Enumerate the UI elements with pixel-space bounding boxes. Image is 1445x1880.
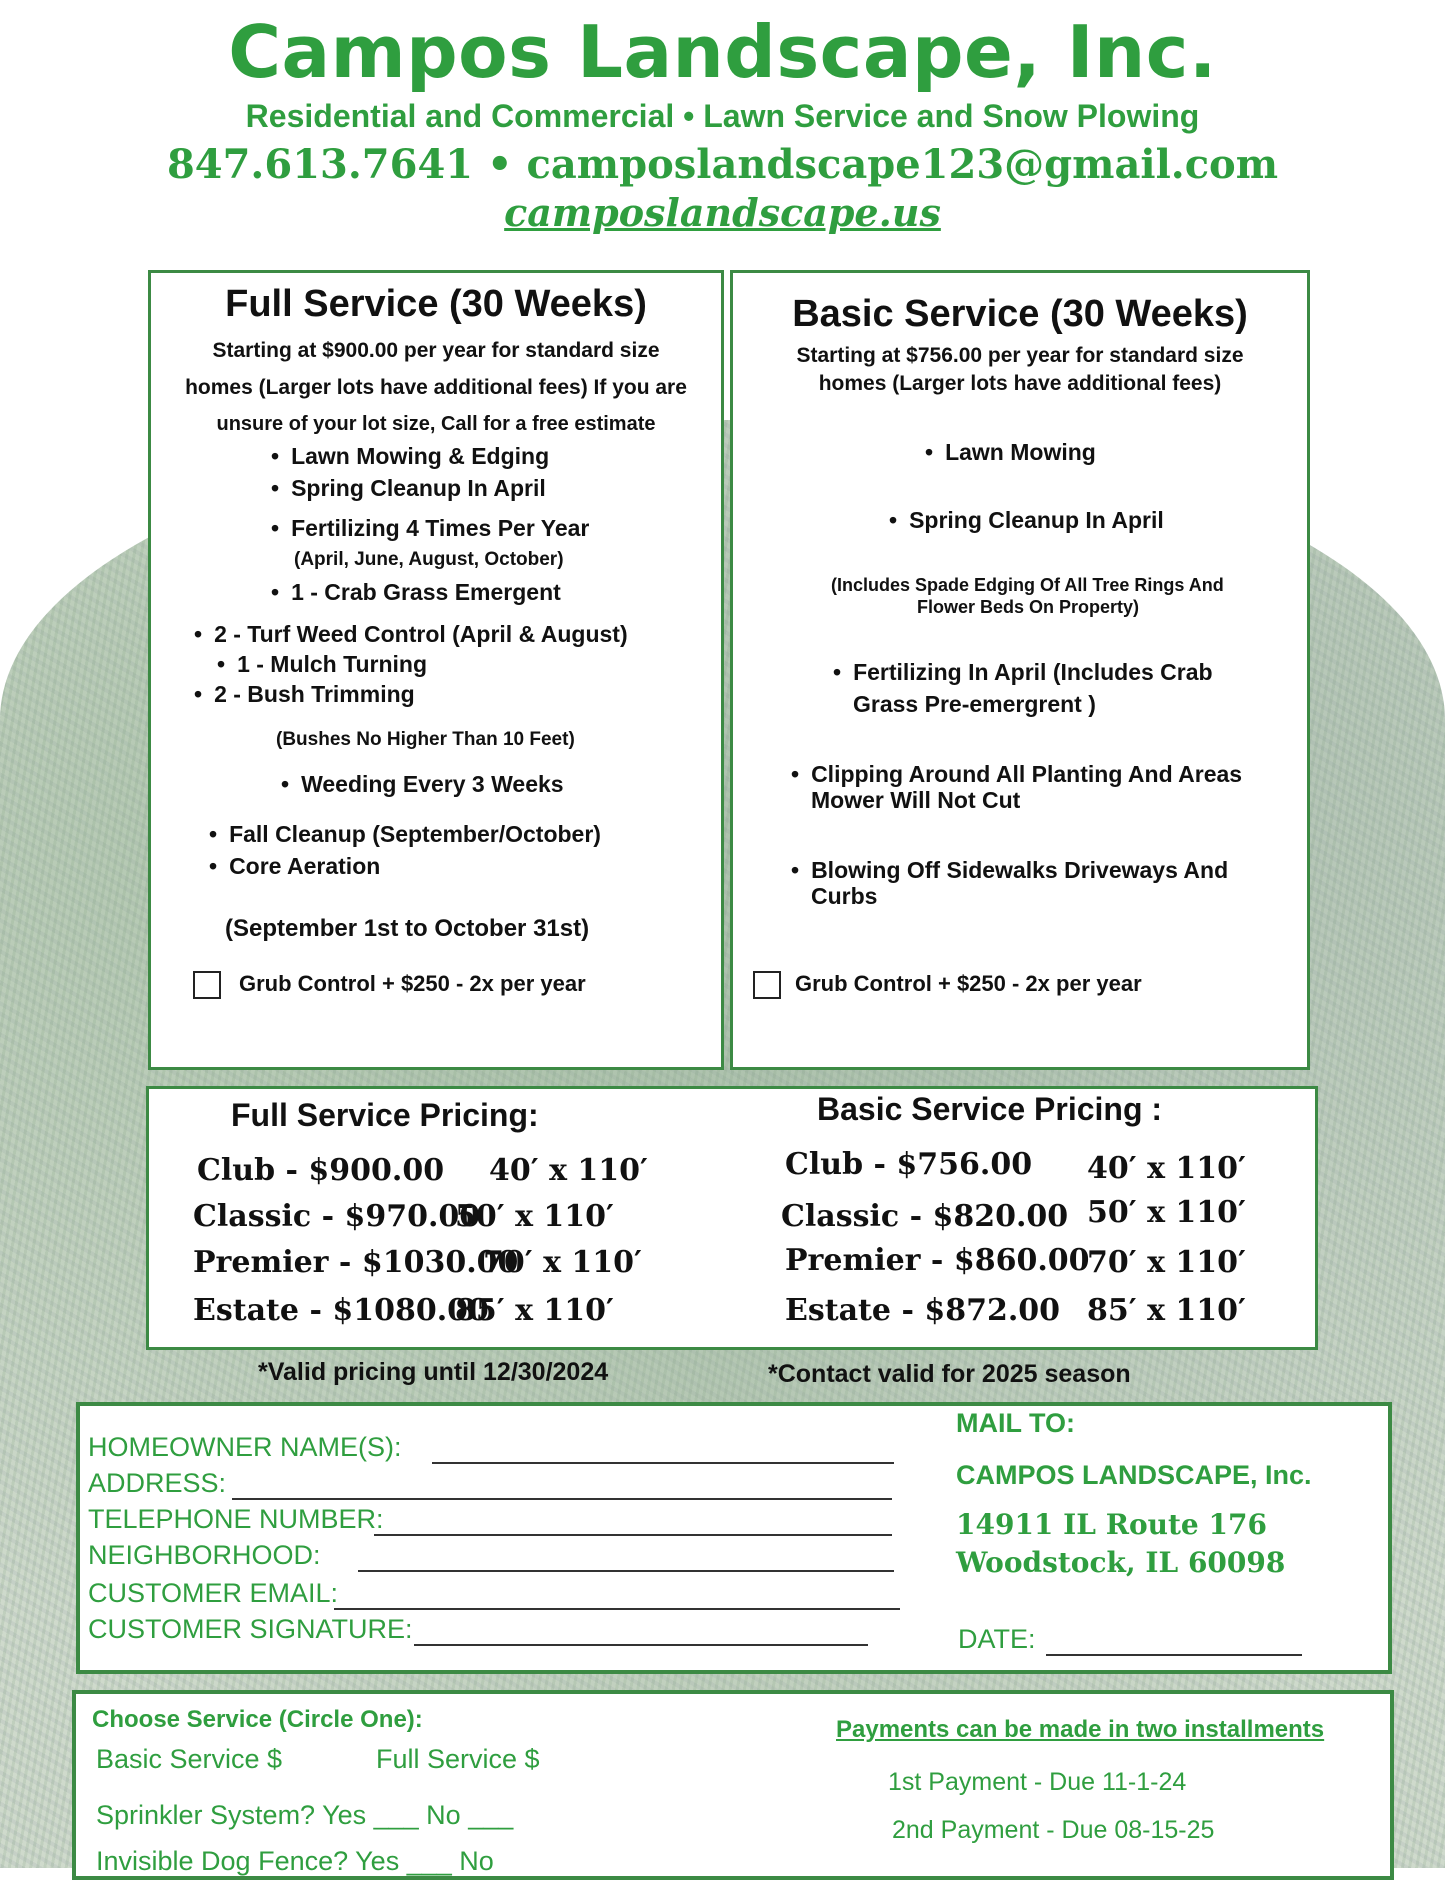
basic-service-title: Basic Service (30 Weeks)	[792, 293, 1248, 335]
list-item: • 2 - Turf Weed Control (April & August)	[194, 621, 628, 648]
date-input[interactable]	[1046, 1654, 1302, 1656]
form-field-label: NEIGHBORHOOD:	[88, 1540, 321, 1570]
price-tier: Classic - $820.00	[781, 1199, 1069, 1234]
price-tier: Estate - $872.00	[785, 1293, 1061, 1328]
price-tier: Classic - $970.00	[193, 1199, 481, 1234]
full-service-box	[148, 270, 724, 1070]
choose-service-title: Choose Service (Circle One):	[92, 1706, 423, 1733]
grub-control-checkbox[interactable]	[193, 971, 221, 999]
list-item: • Weeding Every 3 Weeks	[281, 771, 564, 798]
list-note: Flower Beds On Property)	[917, 597, 1140, 617]
price-size: 70′ x 110′	[483, 1245, 642, 1280]
contact-line: 847.613.7641 • camposlandscape123@gmail.com	[166, 141, 1279, 188]
price-tier: Club - $756.00	[785, 1147, 1033, 1182]
list-item: • 1 - Mulch Turning	[217, 651, 427, 678]
customer-signature-input[interactable]	[414, 1644, 868, 1646]
pricing-validity-note: *Valid pricing until 12/30/2024	[258, 1358, 609, 1386]
price-size: 50′ x 110′	[1087, 1195, 1246, 1230]
grub-control-label: Grub Control + $250 - 2x per year	[239, 971, 586, 996]
neighborhood-input[interactable]	[358, 1570, 894, 1572]
basic-service-option[interactable]: Basic Service $	[96, 1744, 283, 1774]
list-item: • Fertilizing In April (Includes Crab	[833, 659, 1213, 686]
list-item: • Clipping Around All Planting And Areas	[791, 761, 1242, 788]
list-item: • 1 - Crab Grass Emergent	[271, 579, 561, 606]
customer-form-box	[76, 1402, 1392, 1674]
list-item-cont: Grass Pre-emergrent )	[853, 691, 1096, 717]
list-item: • Spring Cleanup In April	[271, 475, 546, 502]
tagline: Residential and Commercial • Lawn Service and Snow Plowing	[245, 98, 1200, 134]
grub-control-label: Grub Control + $250 - 2x per year	[795, 971, 1142, 996]
price-size: 40′ x 110′	[489, 1153, 648, 1188]
list-item: • Fertilizing 4 Times Per Year	[271, 515, 589, 542]
mail-to-label: MAIL TO:	[956, 1408, 1075, 1438]
full-service-title: Full Service (30 Weeks)	[225, 283, 647, 325]
form-field-label: CUSTOMER SIGNATURE:	[88, 1614, 413, 1644]
list-item: • 2 - Bush Trimming	[194, 681, 415, 708]
list-item: • Core Aeration	[209, 853, 380, 880]
list-note: (Bushes No Higher Than 10 Feet)	[276, 729, 575, 750]
contract-validity-note: *Contact valid for 2025 season	[768, 1360, 1131, 1388]
form-field-label: ADDRESS:	[88, 1468, 227, 1498]
list-item-cont: Curbs	[811, 883, 878, 909]
price-size: 85′ x 110′	[1087, 1293, 1246, 1328]
price-tier: Premier - $1030.00	[193, 1245, 519, 1280]
choose-service-box	[72, 1690, 1394, 1880]
telephone-input[interactable]	[374, 1534, 892, 1536]
mail-to-name: CAMPOS LANDSCAPE, Inc.	[956, 1460, 1312, 1490]
price-size: 50′ x 110′	[455, 1199, 614, 1234]
sprinkler-question[interactable]: Sprinkler System? Yes ___ No ___	[96, 1800, 514, 1830]
basic-pricing-title: Basic Service Pricing :	[817, 1091, 1163, 1127]
price-tier: Premier - $860.00	[785, 1243, 1090, 1278]
full-pricing-title: Full Service Pricing:	[231, 1097, 539, 1133]
list-item: • Lawn Mowing	[925, 439, 1096, 466]
list-item: • Blowing Off Sidewalks Driveways And	[791, 857, 1228, 884]
dog-fence-question[interactable]: Invisible Dog Fence? Yes ___ No	[96, 1846, 494, 1876]
price-size: 40′ x 110′	[1087, 1151, 1246, 1186]
payment-1: 1st Payment - Due 11-1-24	[888, 1768, 1187, 1796]
mail-to-street: 14911 IL Route 176	[956, 1508, 1267, 1541]
letterhead	[0, 0, 1445, 235]
website-link[interactable]: camposlandscape.us	[504, 190, 941, 235]
list-note: (Includes Spade Edging Of All Tree Rings And	[831, 575, 1224, 595]
list-note: (April, June, August, October)	[294, 549, 564, 570]
price-size: 85′ x 110′	[455, 1293, 614, 1328]
basic-service-box	[730, 270, 1310, 1070]
company-name: Campos Landscape, Inc.	[228, 10, 1217, 94]
payments-title: Payments can be made in two installments	[836, 1716, 1325, 1743]
price-size: 70′ x 110′	[1087, 1245, 1246, 1280]
grub-control-checkbox[interactable]	[753, 971, 781, 999]
list-item: • Spring Cleanup In April	[889, 507, 1164, 534]
list-item: • Lawn Mowing & Edging	[271, 443, 549, 470]
list-item: • Fall Cleanup (September/October)	[209, 821, 601, 848]
form-field-label: TELEPHONE NUMBER:	[88, 1504, 384, 1534]
homeowner-name-input[interactable]	[432, 1462, 894, 1464]
price-tier: Estate - $1080.00	[193, 1293, 489, 1328]
payment-2: 2nd Payment - Due 08-15-25	[892, 1816, 1215, 1844]
full-service-option[interactable]: Full Service $	[376, 1744, 540, 1774]
form-field-label: CUSTOMER EMAIL:	[88, 1578, 339, 1608]
address-input[interactable]	[232, 1498, 892, 1500]
form-field-label: HOMEOWNER NAME(S):	[88, 1432, 402, 1462]
price-tier: Club - $900.00	[197, 1153, 445, 1188]
date-label: DATE:	[958, 1624, 1036, 1654]
basic-service-intro: Starting at $756.00 per year for standard size homes (Larger lots have additional fees)	[796, 344, 1244, 395]
pricing-box	[146, 1086, 1318, 1350]
mail-to-city: Woodstock, IL 60098	[956, 1546, 1286, 1579]
full-service-intro: Starting at $900.00 per year for standard size homes (Larger lots have additional fees) If you are unsure of your lot size, Call for a free estimate	[185, 339, 687, 435]
aeration-dates: (September 1st to October 31st)	[225, 915, 590, 942]
list-item-cont: Mower Will Not Cut	[811, 787, 1021, 813]
customer-email-input[interactable]	[334, 1608, 900, 1610]
